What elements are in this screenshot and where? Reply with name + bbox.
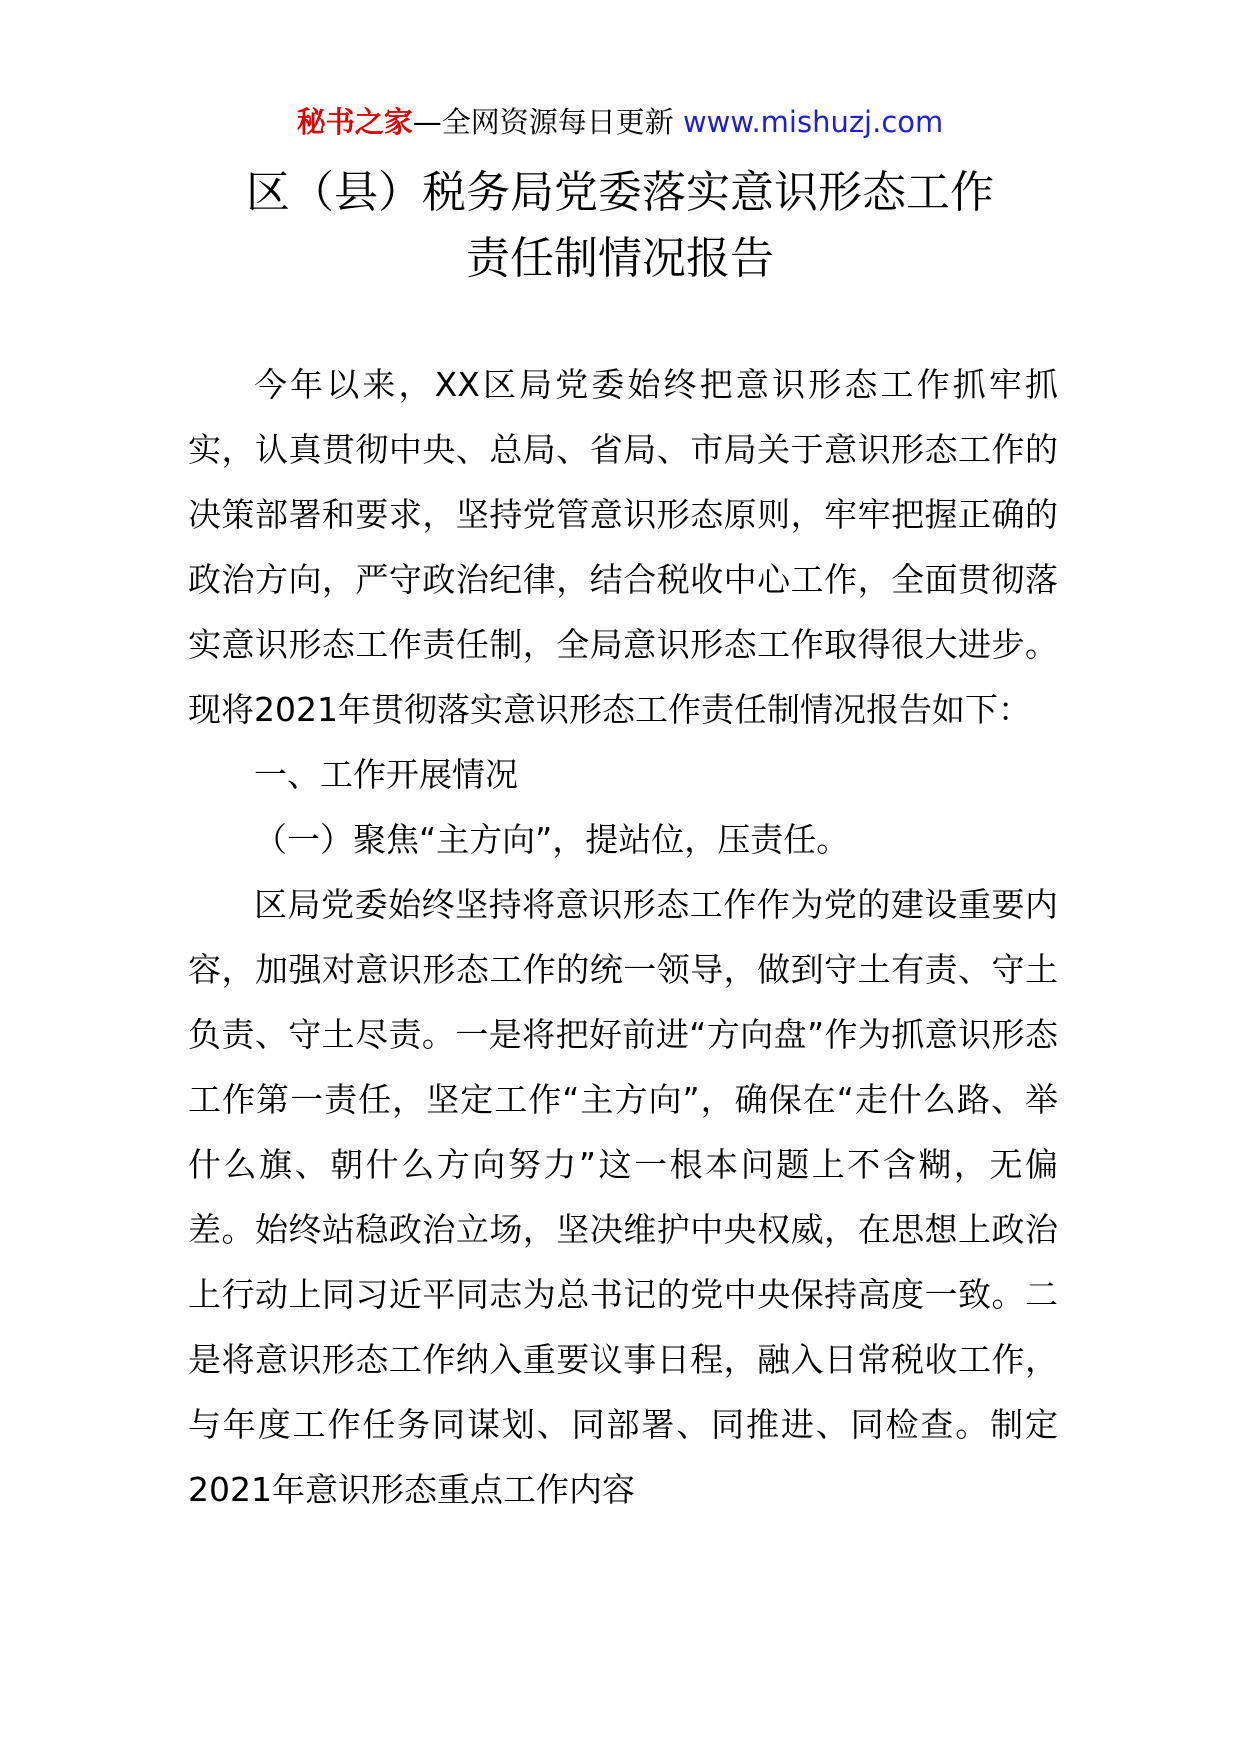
title-line-2: 责任制情况报告 bbox=[466, 233, 774, 284]
site-header bbox=[0, 100, 1240, 144]
brand-name: 秘书之家 bbox=[296, 105, 413, 139]
document-body bbox=[188, 352, 1058, 1522]
document-title bbox=[0, 160, 1240, 292]
site-url[interactable]: www.mishuzj.com bbox=[682, 105, 944, 139]
section-heading: 一、工作开展情况 bbox=[254, 755, 518, 794]
subsection-heading: （一）聚焦“主方向”，提站位，压责任。 bbox=[254, 820, 850, 859]
paragraph-body: 区局党委始终坚持将意识形态工作作为党的建设重要内容，加强对意识形态工作的统一领导，做到守土有责、守土负责、守土尽责。一是将把好前进“方向盘”作为抓意识形态工作第一责任，坚定工作“主方向”，确保在“走什么路、举什么旗、朝什么方向努力”这一根本问题上不含糊，无偏差。始终站稳政治立场，坚决维护中央权威，在思想上政治上行动上同习近平同志为总书记的党中央保持高度一致。二是将意识形态工作纳入重要议事日程，融入日常税收工作，与年度工作任务同谋划、同部署、同推进、同检查。制定2021年意识形态重点工作内容 bbox=[188, 885, 1058, 1509]
title-line-1: 区（县）税务局党委落实意识形态工作 bbox=[246, 167, 994, 218]
header-tagline: —全网资源每日更新 bbox=[412, 105, 683, 139]
paragraph-intro: 今年以来，XX区局党委始终把意识形态工作抓牢抓实，认真贯彻中央、总局、省局、市局关于意识形态工作的决策部署和要求，坚持党管意识形态原则，牢牢把握正确的政治方向，严守政治纪律，结合税收中心工作，全面贯彻落实意识形态工作责任制，全局意识形态工作取得很大进步。现将2021年贯彻落实意识形态工作责任制情况报告如下： bbox=[188, 365, 1058, 729]
